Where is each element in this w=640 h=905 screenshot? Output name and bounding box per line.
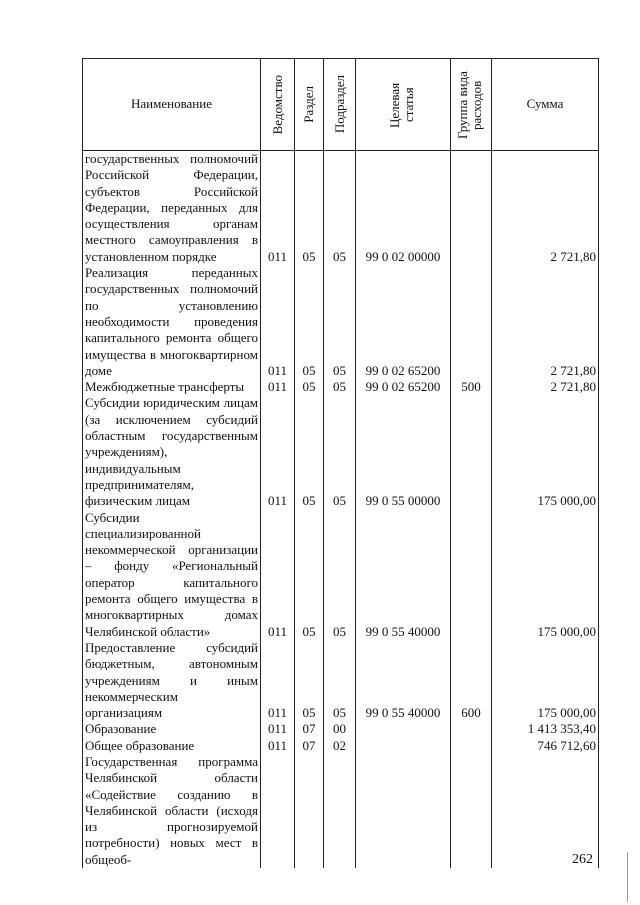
row-group bbox=[451, 151, 492, 266]
row-target: 99 0 55 00000 bbox=[356, 395, 451, 509]
row-sum: 175 000,00 bbox=[492, 640, 599, 721]
header-group: Группа вида расходов bbox=[451, 59, 492, 151]
row-target: 99 0 02 00000 bbox=[356, 151, 451, 266]
row-group: 500 bbox=[451, 379, 492, 395]
margin-line bbox=[627, 852, 628, 902]
row-name: Межбюджетные трансферты bbox=[83, 379, 261, 395]
row-subsection: 00 bbox=[324, 721, 356, 737]
row-group bbox=[451, 510, 492, 640]
row-name: государственных полномочий Российской Федерации, субъектов Российской Федерации, переданных для осуществления органам местного самоуправления в установленном порядке bbox=[83, 151, 261, 266]
row-dept: 011 bbox=[261, 510, 295, 640]
row-sum: 175 000,00 bbox=[492, 395, 599, 509]
row-dept: 011 bbox=[261, 265, 295, 379]
row-name: Общее образование bbox=[83, 738, 261, 754]
row-sum bbox=[492, 754, 599, 868]
row-section: 05 bbox=[295, 640, 324, 721]
header-target: Целевая статья bbox=[356, 59, 451, 151]
table-row bbox=[83, 510, 599, 640]
row-name: Государственная программа Челябинской области «Содействие созданию в Челябинской области (исходя из прогнозируемой потребности) новых мест в общеоб- bbox=[83, 754, 261, 868]
row-section: 05 bbox=[295, 395, 324, 509]
table-row bbox=[83, 151, 599, 266]
row-dept: 011 bbox=[261, 640, 295, 721]
header-subsection: Подраздел bbox=[324, 59, 356, 151]
row-section: 05 bbox=[295, 151, 324, 266]
row-group bbox=[451, 721, 492, 737]
table-row bbox=[83, 395, 599, 509]
budget-table bbox=[82, 58, 599, 868]
row-section: 07 bbox=[295, 721, 324, 737]
row-sum: 746 712,60 bbox=[492, 738, 599, 754]
row-sum: 2 721,80 bbox=[492, 151, 599, 266]
row-sum: 175 000,00 bbox=[492, 510, 599, 640]
row-subsection: 05 bbox=[324, 395, 356, 509]
row-name: Субсидии юридическим лицам (за исключением субсидий областным государственным учреждениям), индивидуальным предпринимателям, физическим лицам bbox=[83, 395, 261, 509]
table-header-row bbox=[83, 59, 599, 151]
header-section: Раздел bbox=[295, 59, 324, 151]
table-row bbox=[83, 379, 599, 395]
header-dept: Ведомство bbox=[261, 59, 295, 151]
row-dept: 011 bbox=[261, 721, 295, 737]
table-row bbox=[83, 721, 599, 737]
row-section: 05 bbox=[295, 265, 324, 379]
header-sum: Сумма bbox=[492, 59, 599, 151]
row-target: 99 0 55 40000 bbox=[356, 640, 451, 721]
row-subsection: 05 bbox=[324, 379, 356, 395]
row-name: Субсидии специализированной некоммерческой организации – фонду «Региональный оператор капитального ремонта общего имущества в многоквартирных домах Челябинской области» bbox=[83, 510, 261, 640]
row-name: Образование bbox=[83, 721, 261, 737]
row-target: 99 0 02 65200 bbox=[356, 265, 451, 379]
row-group bbox=[451, 738, 492, 754]
row-subsection: 02 bbox=[324, 738, 356, 754]
row-dept: 011 bbox=[261, 379, 295, 395]
row-section: 05 bbox=[295, 379, 324, 395]
row-section: 07 bbox=[295, 738, 324, 754]
row-target bbox=[356, 754, 451, 868]
row-name: Предоставление субсидий бюджетным, автономным учреждениям и иным некоммерческим организациям bbox=[83, 640, 261, 721]
row-sum: 2 721,80 bbox=[492, 379, 599, 395]
row-name: Реализация переданных государственных полномочий по установлению необходимости проведения капитального ремонта общего имущества в многоквартирном доме bbox=[83, 265, 261, 379]
row-subsection: 05 bbox=[324, 265, 356, 379]
row-target bbox=[356, 721, 451, 737]
row-dept: 011 bbox=[261, 151, 295, 266]
row-target: 99 0 55 40000 bbox=[356, 510, 451, 640]
table-row bbox=[83, 738, 599, 754]
table-row bbox=[83, 265, 599, 379]
row-subsection: 05 bbox=[324, 640, 356, 721]
row-sum: 2 721,80 bbox=[492, 265, 599, 379]
row-subsection: 05 bbox=[324, 510, 356, 640]
row-target bbox=[356, 738, 451, 754]
page-number: 262 bbox=[572, 852, 593, 867]
table-row bbox=[83, 640, 599, 721]
row-section: 05 bbox=[295, 510, 324, 640]
row-group: 600 bbox=[451, 640, 492, 721]
row-subsection: 05 bbox=[324, 151, 356, 266]
row-dept bbox=[261, 754, 295, 868]
table-row bbox=[83, 754, 599, 868]
row-sum: 1 413 353,40 bbox=[492, 721, 599, 737]
header-name: Наименование bbox=[83, 59, 261, 151]
row-target: 99 0 02 65200 bbox=[356, 379, 451, 395]
row-subsection bbox=[324, 754, 356, 868]
row-group bbox=[451, 265, 492, 379]
row-dept: 011 bbox=[261, 738, 295, 754]
row-group bbox=[451, 395, 492, 509]
row-dept: 011 bbox=[261, 395, 295, 509]
row-section bbox=[295, 754, 324, 868]
row-group bbox=[451, 754, 492, 868]
